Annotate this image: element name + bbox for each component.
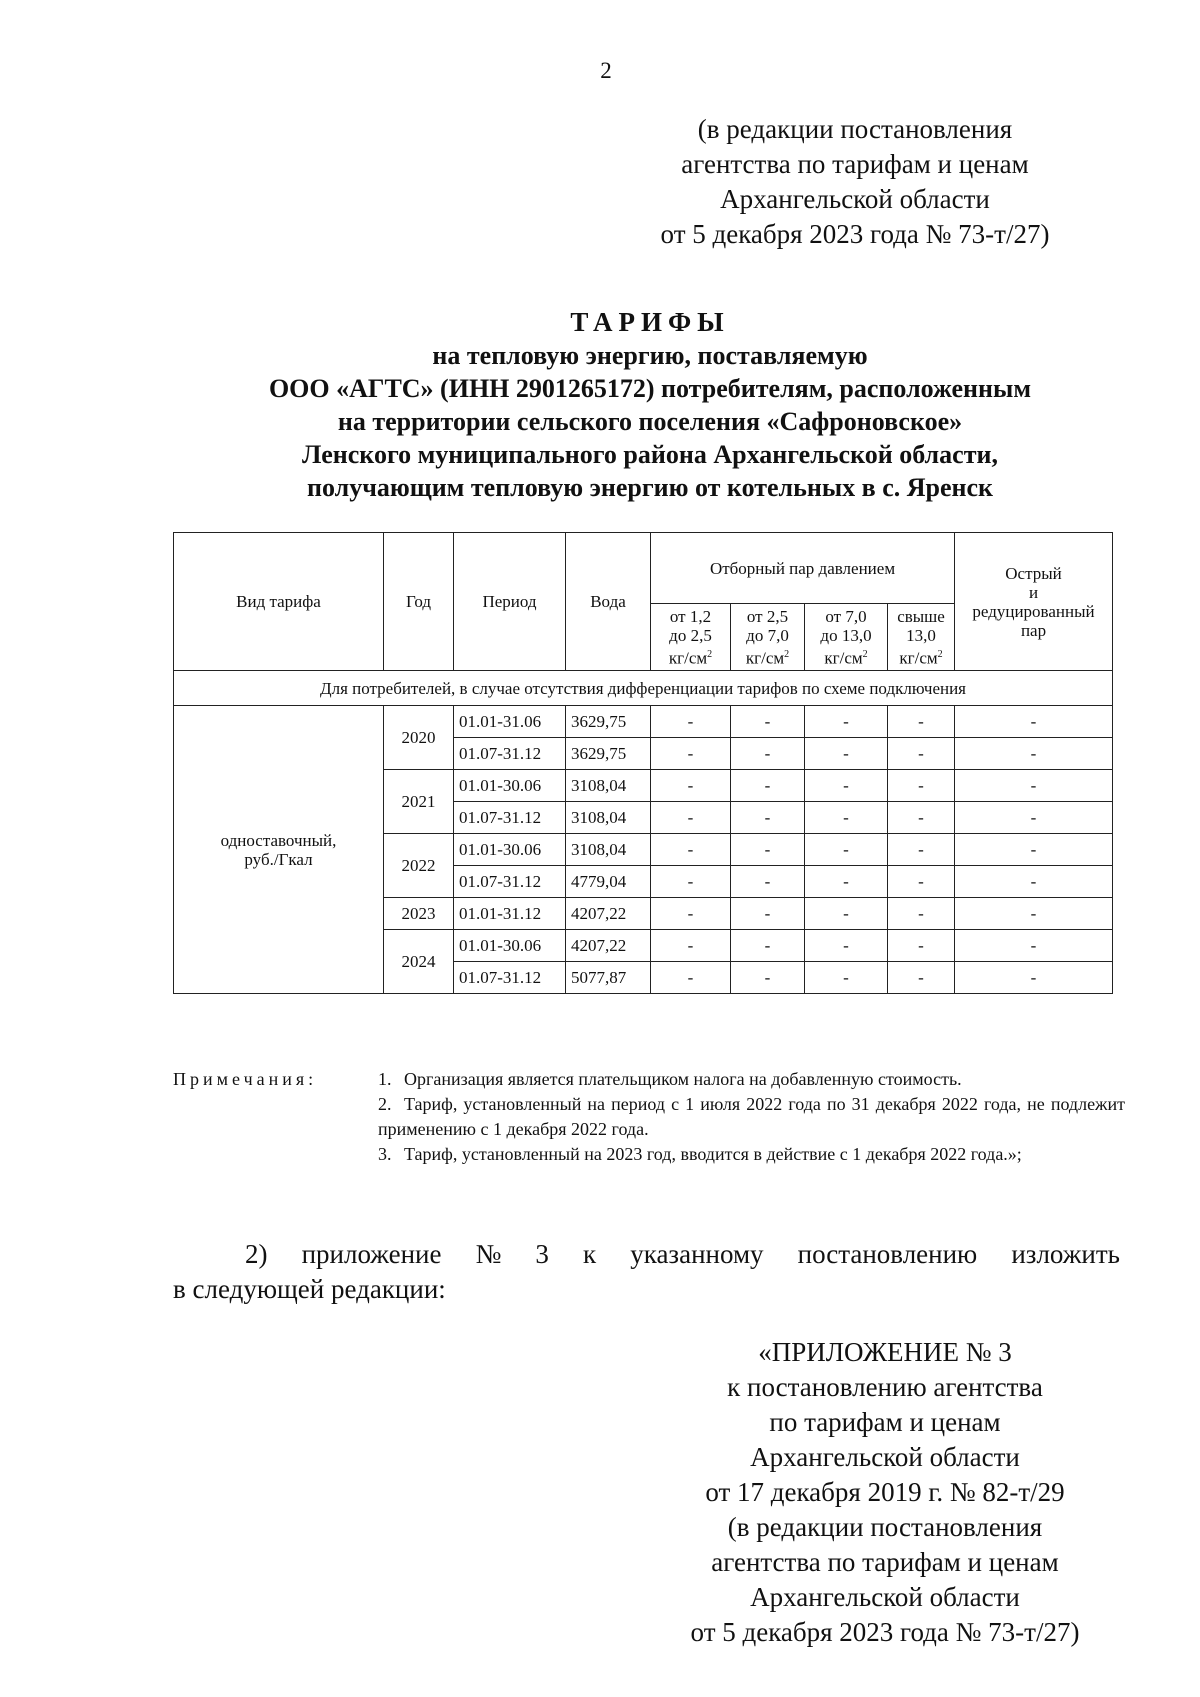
steam-cell: - (888, 866, 955, 898)
paragraph-word: 2) (245, 1239, 268, 1269)
steam-cell: - (731, 770, 805, 802)
steam-cell: - (805, 770, 888, 802)
steam-cell: - (651, 706, 731, 738)
steam-cell: - (651, 930, 731, 962)
period-cell: 01.07-31.12 (454, 866, 566, 898)
steam-cell: - (731, 706, 805, 738)
steam-cell: - (651, 898, 731, 930)
steam-cell: - (888, 738, 955, 770)
sharp-steam-cell: - (955, 930, 1113, 962)
table-row (174, 706, 1113, 738)
header-text: до 7,0 (746, 625, 789, 645)
paragraph-word: приложение (301, 1239, 442, 1269)
title-line: на территории сельского поселения «Сафроновское» (337, 407, 963, 436)
amendment-line: Архангельской области (720, 184, 990, 214)
steam-cell: - (651, 834, 731, 866)
steam-cell: - (805, 962, 888, 994)
appendix-line: «ПРИЛОЖЕНИЕ № 3 (758, 1337, 1012, 1367)
appendix-line: Архангельской области (750, 1582, 1020, 1612)
steam-cell: - (731, 898, 805, 930)
title-line: на тепловую энергию, поставляемую (432, 341, 868, 370)
header-period: Период (454, 533, 566, 671)
note-number: 3. (378, 1144, 392, 1164)
header-unit: $кг/см^2$ (668, 648, 713, 668)
header-steam-2 (731, 604, 805, 671)
sharp-steam-cell: - (955, 866, 1113, 898)
steam-cell: - (651, 866, 731, 898)
header-steam-group: Отборный пар давлением (651, 533, 955, 604)
header-text: до 13,0 (820, 625, 872, 645)
title-line: Ленского муниципального района Архангельской области, (302, 440, 998, 469)
title-line: получающим тепловую энергию от котельных в с. Яренск (306, 473, 994, 502)
water-cell: 5077,87 (566, 962, 651, 994)
steam-cell: - (888, 802, 955, 834)
header-unit: $кг/см^2$ (899, 648, 943, 668)
steam-cell: - (731, 738, 805, 770)
tariff-type-text: руб./Гкал (244, 849, 313, 869)
steam-cell: - (805, 930, 888, 962)
period-cell: 01.01-31.12 (454, 898, 566, 930)
notes-title: Примечания: (173, 1069, 318, 1089)
steam-cell: - (805, 738, 888, 770)
steam-cell: - (805, 802, 888, 834)
steam-cell: - (805, 866, 888, 898)
header-year: Год (384, 533, 454, 671)
period-cell: 01.07-31.12 (454, 738, 566, 770)
sharp-steam-cell: - (955, 802, 1113, 834)
water-cell: 3108,04 (566, 834, 651, 866)
steam-cell: - (731, 962, 805, 994)
header-unit: $кг/см^2$ (745, 648, 790, 668)
paragraph-word: 3 (535, 1239, 549, 1269)
steam-cell: - (651, 738, 731, 770)
tariff-type-text: одноставочный, (220, 830, 337, 850)
header-steam-3 (805, 604, 888, 671)
appendix-line: от 17 декабря 2019 г. № 82-т/29 (705, 1477, 1065, 1507)
sharp-steam-cell: - (955, 738, 1113, 770)
tariff-type-cell (174, 706, 384, 994)
section-caption: Для потребителей, в случае отсутствия дифференциации тарифов по схеме подключения (174, 671, 1113, 706)
steam-cell: - (888, 834, 955, 866)
appendix-line: (в редакции постановления (727, 1512, 1043, 1542)
water-cell: 3629,75 (566, 706, 651, 738)
period-cell: 01.07-31.12 (454, 962, 566, 994)
paragraph-line (173, 1237, 1120, 1272)
steam-cell: - (888, 898, 955, 930)
paragraph-word: изложить (1011, 1239, 1120, 1269)
sharp-steam-cell: - (955, 898, 1113, 930)
header-text: свыше (897, 606, 945, 626)
year-cell: 2023 (384, 898, 454, 930)
appendix-line: к постановлению агентства (727, 1372, 1043, 1402)
header-text: 13,0 (906, 625, 936, 645)
water-cell: 4207,22 (566, 930, 651, 962)
header-steam-4 (888, 604, 955, 671)
amendment-line: от 5 декабря 2023 года № 73-т/27) (660, 219, 1050, 249)
water-cell: 4207,22 (566, 898, 651, 930)
header-text: редуцированный (972, 601, 1095, 621)
header-steam-1 (651, 604, 731, 671)
note-item (378, 1067, 1125, 1092)
appendix-line: Архангельской области (750, 1442, 1020, 1472)
header-text: до 2,5 (669, 625, 712, 645)
steam-cell: - (805, 706, 888, 738)
steam-cell: - (731, 866, 805, 898)
steam-cell: - (731, 802, 805, 834)
header-text: от 7,0 (825, 606, 867, 626)
header-text: и (1028, 582, 1039, 602)
note-item (378, 1142, 1125, 1167)
amendment-paragraph (173, 1237, 1120, 1307)
amendment-note (600, 112, 1110, 252)
header-tariff-type: Вид тарифа (174, 533, 384, 671)
paragraph-word: указанному (630, 1239, 764, 1269)
paragraph-line: в следующей редакции: (173, 1274, 446, 1304)
period-cell: 01.01-31.06 (454, 706, 566, 738)
steam-cell: - (651, 962, 731, 994)
header-water: Вода (566, 533, 651, 671)
steam-cell: - (888, 706, 955, 738)
header-text: от 2,5 (746, 606, 789, 626)
steam-cell: - (731, 834, 805, 866)
sharp-steam-cell: - (955, 770, 1113, 802)
header-unit: $кг/см^2$ (824, 648, 868, 668)
note-text: Тариф, установленный на 2023 год, вводится в действие с 1 декабря 2022 года.»; (404, 1144, 1022, 1164)
period-cell: 01.01-30.06 (454, 930, 566, 962)
paragraph-word: № (475, 1239, 502, 1269)
steam-cell: - (651, 770, 731, 802)
note-number: 1. (378, 1069, 392, 1089)
paragraph-word: к (583, 1239, 597, 1269)
note-item (378, 1092, 1125, 1142)
period-cell: 01.01-30.06 (454, 834, 566, 866)
year-cell: 2021 (384, 770, 454, 834)
year-cell: 2024 (384, 930, 454, 994)
year-cell: 2020 (384, 706, 454, 770)
appendix-line: от 5 декабря 2023 года № 73-т/27) (690, 1617, 1080, 1647)
water-cell: 3108,04 (566, 770, 651, 802)
steam-cell: - (888, 930, 955, 962)
note-text: Тариф, установленный на период с 1 июля 2022 года по 31 декабря 2022 года, не подлежит применению с 1 декабря 2022 года. (378, 1094, 1125, 1139)
steam-cell: - (651, 802, 731, 834)
notes-list (378, 1067, 1125, 1167)
note-number: 2. (378, 1094, 392, 1114)
amendment-line: агентства по тарифам и ценам (681, 149, 1029, 179)
steam-cell: - (805, 898, 888, 930)
year-cell: 2022 (384, 834, 454, 898)
water-cell: 3629,75 (566, 738, 651, 770)
document-title (170, 306, 1130, 504)
appendix-line: по тарифам и ценам (769, 1407, 1001, 1437)
sharp-steam-cell: - (955, 834, 1113, 866)
amendment-line: (в редакции постановления (697, 114, 1013, 144)
steam-cell: - (731, 930, 805, 962)
sharp-steam-cell: - (955, 706, 1113, 738)
water-cell: 4779,04 (566, 866, 651, 898)
page-number: 2 (600, 58, 612, 83)
steam-cell: - (805, 834, 888, 866)
paragraph-word: постановлению (797, 1239, 978, 1269)
steam-cell: - (888, 962, 955, 994)
tariff-table (173, 532, 1113, 994)
title-line: ООО «АГТС» (ИНН 2901265172) потребителям, расположенным (268, 374, 1032, 403)
appendix-line: агентства по тарифам и ценам (711, 1547, 1059, 1577)
appendix-header (660, 1335, 1110, 1650)
title-heading: ТАРИФЫ (570, 307, 730, 337)
water-cell: 3108,04 (566, 802, 651, 834)
header-sharp-steam (955, 533, 1113, 671)
steam-cell: - (888, 770, 955, 802)
header-text: от 1,2 (669, 606, 712, 626)
period-cell: 01.01-30.06 (454, 770, 566, 802)
header-text: пар (1020, 620, 1047, 640)
header-text: Острый (1005, 563, 1062, 583)
note-text: Организация является плательщиком налога на добавленную стоимость. (404, 1069, 962, 1089)
sharp-steam-cell: - (955, 962, 1113, 994)
period-cell: 01.07-31.12 (454, 802, 566, 834)
